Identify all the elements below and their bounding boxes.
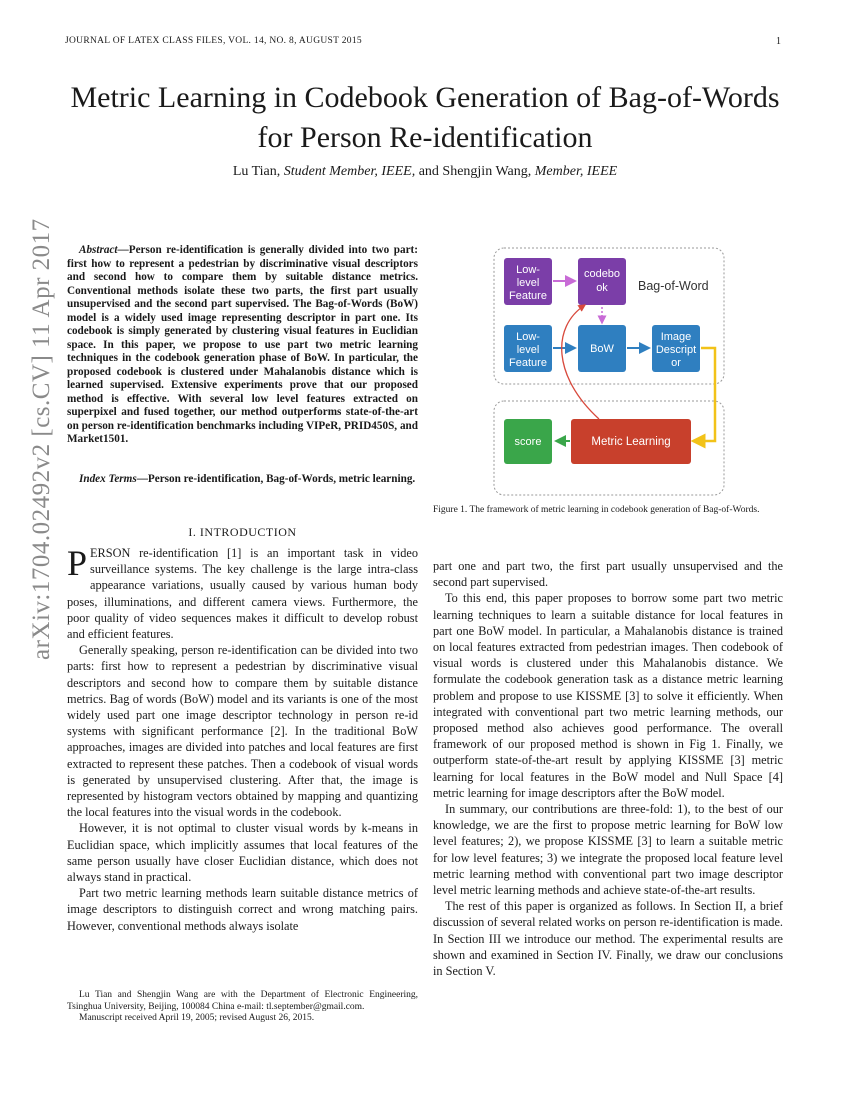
author-line — [60, 164, 790, 180]
paragraph — [67, 545, 418, 642]
score-box — [504, 419, 552, 464]
box-label: BoW — [590, 343, 614, 355]
abstract-text: —Person re-identification is generally divided into two part: first how to represent a pedestrian by discriminative visual descriptors and second how to compare them by suitable distance metrics. Conventional methods isolate these two parts, the first part usually unsupervised and the second part supervised. The Bag-of-Words (BoW) model is a widely used image representing descriptor in part one. Its codebook is simply generated by clustering visual features in Euclidian space. In this paper, we propose to use part two metric learning techniques in the codebook generation phase of BoW. In particular, the proposed codebook is clustered under Mahalanobis distance which is learned supervised. Extensive experiments prove that our proposed method is effective. With several low level features extracted on superpixel and fused together, our method outperforms state-of-the-art on person re-identification benchmarks including VIPeR, PRID450S, and Market1501. — [67, 244, 418, 445]
low-level-feature-box-2 — [504, 325, 552, 372]
author-1: Lu Tian, — [232, 164, 281, 179]
box-label: level — [516, 344, 540, 356]
drop-cap: P — [67, 543, 88, 583]
paragraph-text: re-identification [1] is an important task in video surveillance systems. The key challenge is the large intra-class appearance variations, usually caused by various human body poses, illuminations, and different camera views. Furthermore, the poor quality of video sequences makes it difficult to develop robust and efficient features. — [67, 546, 418, 642]
left-column-body — [67, 545, 418, 934]
figure-caption: Figure 1. The framework of metric learning in codebook generation of Bag-of-Words. — [433, 505, 760, 515]
paragraph: Generally speaking, person re-identification can be divided into two parts: first how to represent a pedestrian by discriminative visual descriptors and second how to compare them by suitable distance metrics. Bag of words (BoW) model and its variants is one of the most widely used part one image descriptor technology in person re-id systems with significant performance [2]. In the traditional BoW approaches, images are divided into patches and local features are first extracted to represent these patches. Then a codebook of visual words is generated by unsupervised clustering. After that, the image is represented by histogram vectors obtained by mapping and quantizing the local features into the visual words in the codebook. — [67, 643, 418, 820]
low-level-feature-box-1 — [504, 258, 552, 305]
author-2: Shengjin Wang, — [442, 164, 532, 179]
paragraph: Part two metric learning methods learn suitable distance metrics of image descriptors to distinguish correct and wrong matching pairs. However, conventional methods always isolate — [67, 886, 418, 933]
box-label: Feature — [509, 357, 547, 369]
bag-of-word-label: Bag-of-Word — [638, 279, 709, 293]
box-label: Low- — [516, 264, 540, 276]
lead-word: ERSON — [90, 546, 131, 560]
right-column-body — [433, 558, 783, 979]
arxiv-stamp: arXiv:1704.02492v2 [cs.CV] 11 Apr 2017 — [28, 218, 55, 660]
box-label: Metric Learning — [591, 436, 671, 448]
image-descriptor-box — [652, 325, 700, 372]
box-label: codebo — [583, 268, 621, 280]
box-label: ok — [596, 282, 608, 294]
box-label: Feature — [509, 290, 547, 302]
abstract — [67, 244, 418, 447]
paragraph: To this end, this paper proposes to borrow some part two metric learning techniques to learn a suitable distance for local features in part one BoW model. In particular, a Mahalanobis distance is trained on local features extracted from pedestrian images. Then codebook of visual words is clustered under this Mahalanobis distance. We formulate the codebook generation task as a distance metric learning problem and propose to use KISSME [3] to solve it efficiently. When integrated with conventional part two metric learning methods, our proposed method also achieves good performance. The overall framework of our proposed method is shown in Fig 1. Finally, we outperform state-of-the-art result by applying KISSME [3] metric learning for local features in the BoW model and Null Space [4] metric learning for image descriptors after the BoW model. — [433, 591, 783, 800]
box-label: score — [514, 436, 542, 448]
running-head: JOURNAL OF LATEX CLASS FILES, VOL. 14, NO. 8, AUGUST 2015 — [65, 36, 362, 46]
box-label: level — [516, 277, 540, 289]
codebook-box — [578, 258, 626, 305]
page-number: 1 — [776, 36, 781, 47]
box-label: or — [671, 357, 681, 369]
index-terms-label: Index Terms — [79, 473, 137, 485]
framework-diagram — [493, 247, 726, 497]
paragraph: However, it is not optimal to cluster visual words by k-means in Euclidian space, which implicitly assumes that local features of the same person usually have closer Euclidian distance, which does not always stand in practical. — [67, 821, 418, 885]
paragraph: part one and part two, the first part usually unsupervised and the second part supervised. — [433, 559, 783, 590]
paper-title: Metric Learning in Codebook Generation of Bag-of-Words for Person Re-identification — [70, 81, 780, 154]
box-label: Descript — [655, 344, 697, 356]
paragraph: In summary, our contributions are three-fold: 1), to the best of our knowledge, we are the first to propose metric learning for BoW low level features; 2), we propose KISSME [3] to learn a suitable metric for low level features; 3) we integrate the proposed local feature level metric learning method with conventional part two image descriptor level metric learning methods and achieve state-of-the-art results. — [433, 802, 783, 898]
footnote-affiliation: Lu Tian and Shengjin Wang are with the Department of Electronic Engineering, Tsinghua University, Beijing, 100084 China e-mail: tl.september@gmail.com. — [67, 990, 418, 1012]
index-terms — [67, 473, 418, 487]
footnote — [67, 990, 418, 1025]
abstract-label: Abstract — [79, 244, 118, 256]
author-1-role: Student Member, IEEE, — [283, 164, 416, 179]
metric-learning-box — [571, 419, 691, 464]
footnote-received: Manuscript received April 19, 2005; revised August 26, 2015. — [79, 1013, 315, 1023]
section-heading: I. INTRODUCTION — [188, 525, 297, 539]
box-label: Low- — [516, 331, 540, 343]
author-and: and — [418, 164, 439, 179]
index-terms-text: —Person re-identification, Bag-of-Words, metric learning. — [136, 473, 416, 485]
box-label: Image — [660, 331, 692, 343]
author-2-role: Member, IEEE — [534, 164, 618, 179]
paragraph: The rest of this paper is organized as follows. In Section II, a brief discussion of several related works on person re-identification is made. In Section III we introduce our method. The experimental results are shown and examined in Section IV. Finally, we draw our conclusions in Section V. — [433, 899, 783, 979]
bow-box — [578, 325, 626, 372]
framework-figure — [493, 247, 726, 497]
